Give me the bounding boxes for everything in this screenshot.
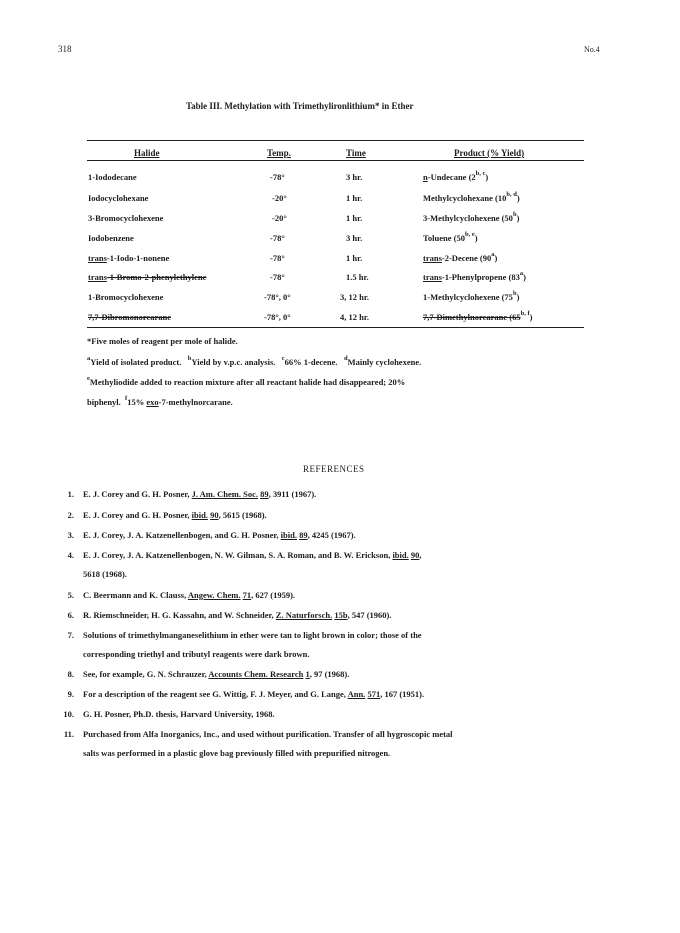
halide-cell: Iodobenzene [88, 233, 134, 243]
header-time: Time [346, 148, 366, 158]
reference-text: C. Beermann and K. Clauss, Angew. Chem. 71, 627 (1959). [83, 590, 296, 600]
reference-text: Purchased from Alfa Inorganics, Inc., and used without purification. Transfer of all hygroscopic metal [83, 729, 453, 739]
product-cell: trans-2-Decene (90$^a$) [423, 251, 498, 263]
header-halide: Halide [134, 148, 160, 158]
reference-text: Solutions of trimethylmanganeselithium in ether were tan to light brown in color; those of the [83, 630, 422, 640]
footnote-e-f: biphenyl. $^f$15% exo-7-methylnorcarane. [87, 395, 233, 407]
time-cell: 1 hr. [346, 213, 363, 223]
table-title: Table III. Methylation with Trimethylironlithium* in Ether [186, 101, 414, 111]
reference-number: 7. [67, 630, 74, 640]
temp-cell: -78° [270, 172, 285, 182]
page-number: 318 [58, 44, 72, 54]
table-bottom-rule [87, 327, 584, 328]
temp-cell: -78°, 0° [264, 312, 291, 322]
time-cell: 1 hr. [346, 193, 363, 203]
product-cell: 3-Methylcyclohexene (50$^b$) [423, 211, 520, 223]
product-cell: Methylcyclohexane (10$^{b, d}$) [423, 191, 520, 203]
table-top-rule [87, 140, 584, 141]
reference-text: G. H. Posner, Ph.D. thesis, Harvard University, 1968. [83, 709, 275, 719]
temp-cell: -78° [270, 253, 285, 263]
reference-text: E. J. Corey, J. A. Katzenellenbogen, and G. H. Posner, ibid. 89, 4245 (1967). [83, 530, 356, 540]
product-cell: 7,7-Dimethylnorcarane (65$^{b, f}$) [423, 310, 533, 322]
time-cell: 3 hr. [346, 233, 363, 243]
reference-number: 11. [63, 729, 74, 739]
product-cell: Toluene (50$^{b, e}$) [423, 231, 478, 243]
halide-cell: trans-1-Iodo-1-nonene [88, 253, 170, 263]
reference-number: 6. [67, 610, 74, 620]
temp-cell: -78° [270, 272, 285, 282]
footnote-e: $^e$Methyliodide added to reaction mixture after all reactant halide had disappeared; 20% [87, 375, 406, 387]
reference-text: R. Riemschneider, H. G. Kassahn, and W. Schneider, Z. Naturforsch. 15b, 547 (1960). [83, 610, 392, 620]
reference-text-continued: salts was performed in a plastic glove bag previously filled with prepurified nitrogen. [83, 748, 391, 758]
reference-text: For a description of the reagent see G. Wittig, F. J. Meyer, and G. Lange, Ann. 571, 167 (1951). [83, 689, 425, 699]
reference-text-continued: corresponding triethyl and tributyl reagents were dark brown. [83, 649, 310, 659]
time-cell: 1 hr. [346, 253, 363, 263]
product-cell: 1-Methylcyclohexene (75$^b$) [423, 290, 520, 302]
table-header-rule [87, 160, 584, 161]
journal-issue: No.4 [584, 45, 600, 54]
time-cell: 1.5 hr. [346, 272, 369, 282]
reference-number: 8. [67, 669, 74, 679]
halide-cell: 1-Bromocyclohexene [88, 292, 164, 302]
temp-cell: -20° [272, 213, 287, 223]
reference-number: 3. [67, 530, 74, 540]
halide-cell: 7,7-Dibromonorcarane [88, 312, 172, 322]
footnote-star: *Five moles of reagent per mole of halide. [87, 336, 238, 346]
halide-cell: 3-Bromocyclohexene [88, 213, 164, 223]
reference-number: 5. [67, 590, 74, 600]
halide-cell: Iodocyclohexane [88, 193, 149, 203]
reference-number: 1. [67, 489, 74, 499]
footnote-line-2: $^a$Yield of isolated product. $^b$Yield by v.p.c. analysis. $^c$66% 1-decene. $^d$Mainly cyclohexene. [87, 355, 422, 367]
time-cell: 4, 12 hr. [340, 312, 369, 322]
temp-cell: -20° [272, 193, 287, 203]
product-cell: n-Undecane (2$^{b, c}$) [423, 170, 489, 182]
time-cell: 3 hr. [346, 172, 363, 182]
header-temp: Temp. [267, 148, 291, 158]
references-heading: REFERENCES [303, 464, 365, 474]
reference-text: E. J. Corey and G. H. Posner, J. Am. Chem. Soc. 89, 3911 (1967). [83, 489, 317, 499]
temp-cell: -78°, 0° [264, 292, 291, 302]
reference-number: 10. [63, 709, 74, 719]
reference-text: E. J. Corey and G. H. Posner, ibid. 90, 5615 (1968). [83, 510, 267, 520]
temp-cell: -78° [270, 233, 285, 243]
halide-cell: 1-Iododecane [88, 172, 137, 182]
reference-number: 4. [67, 550, 74, 560]
reference-number: 2. [67, 510, 74, 520]
halide-cell: trans-1-Bromo-2-phenylethylene [88, 272, 207, 282]
reference-text-continued: 5618 (1968). [83, 569, 127, 579]
reference-text: E. J. Corey, J. A. Katzenellenbogen, N. W. Gilman, S. A. Roman, and B. W. Erickson, ibid. 90, [83, 550, 422, 560]
reference-number: 9. [67, 689, 74, 699]
header-product: Product (% Yield) [454, 148, 525, 158]
product-cell: trans-1-Phenylpropene (83$^a$) [423, 270, 526, 282]
time-cell: 3, 12 hr. [340, 292, 369, 302]
reference-text: See, for example, G. N. Schrauzer, Accounts Chem. Research 1, 97 (1968). [83, 669, 350, 679]
